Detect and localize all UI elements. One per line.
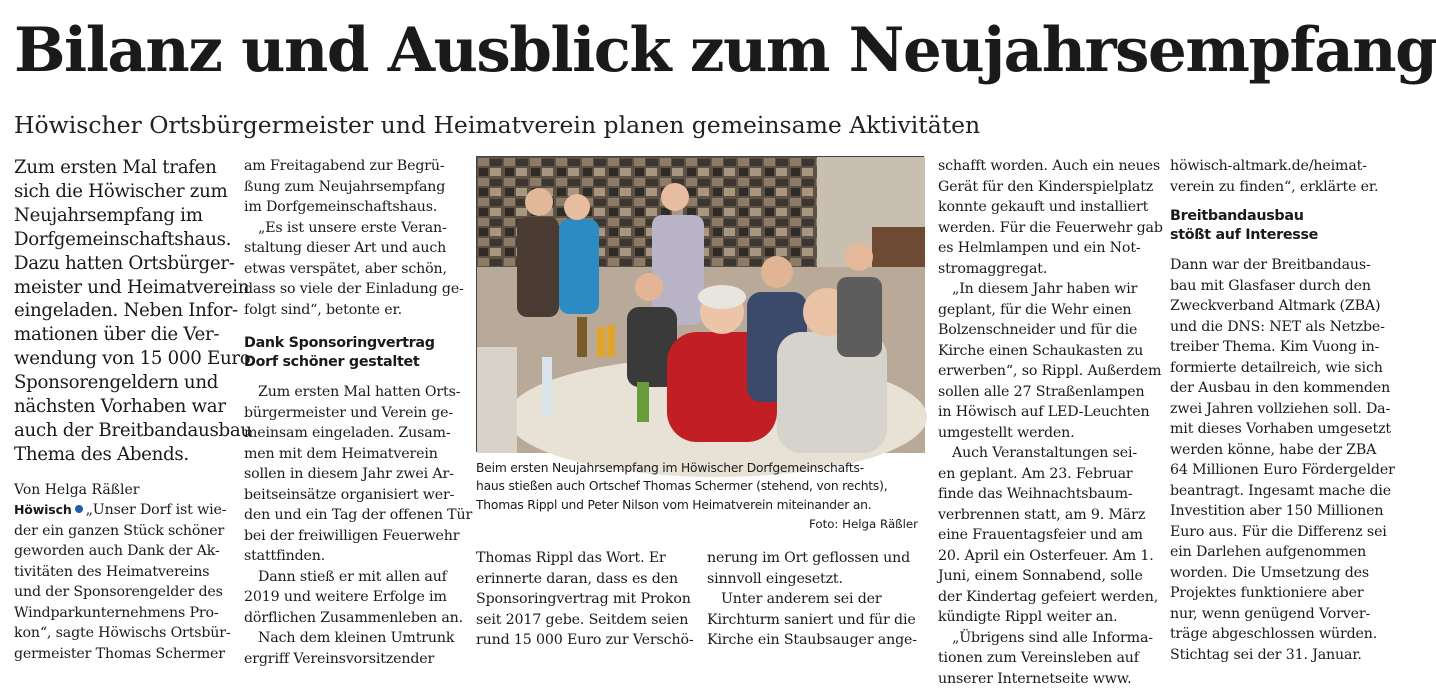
text-line: Euro aus. Für die Differenz sei [1170,522,1388,543]
heading-line: Dorf schöner gestaltet [244,353,462,372]
text-line: worden. Die Umsetzung des [1170,563,1388,584]
text-line: nerung im Ort geflossen und [707,548,925,569]
text-line: Thema des Abends. [14,443,232,467]
text-line: Zum ersten Mal trafen [14,156,232,180]
body-paragraph [707,589,925,651]
text-line: Sponsoringvertrag mit Prokon [476,589,692,610]
text-line: es Helmlampen und ein Not- [938,238,1156,259]
byline-author: Von Helga Räßler [14,480,232,501]
column-1 [14,156,232,664]
text-line: staltung dieser Art und auch [244,238,462,259]
text-line: meister und Heimatverein [14,276,232,300]
text-line: bei der freiwilligen Feuerwehr [244,526,462,547]
body-paragraph [14,500,232,664]
text-line: Juni, einem Sonnabend, solle [938,566,1156,587]
text-line: „Unser Dorf ist wie- [86,502,227,518]
caption-line: haus stießen auch Ortschef Thomas Schermer (stehend, von rechts), [476,477,928,495]
text-line: am Freitagabend zur Begrü- [244,156,462,177]
text-line: der ein ganzen Stück schöner [14,521,232,542]
text-line: stattfinden. [244,546,462,567]
text-line: Projektes funktioniere aber [1170,583,1388,604]
text-line: nächsten Vorhaben war [14,395,232,419]
caption-line: Beim ersten Neujahrsempfang im Höwischer Dorfgemeinschafts- [476,459,928,477]
text-line: Sponsorengeldern und [14,371,232,395]
text-line: nur, wenn genügend Vorver- [1170,604,1388,625]
text-line: wendung von 15 000 Euro [14,347,232,371]
text-line: seit 2017 gebe. Seitdem seien [476,610,692,631]
body-paragraph [244,567,462,629]
text-line: erinnerte daran, dass es den [476,569,692,590]
text-line: meinsam eingeladen. Zusam- [244,423,462,444]
text-line: „Es ist unsere erste Veran- [244,218,462,239]
body-paragraph [244,218,462,321]
body-paragraph [244,382,462,567]
text-line: Stichtag sei der 31. Januar. [1170,645,1388,666]
text-line: umgestellt werden. [938,423,1156,444]
section-heading [1170,207,1388,245]
text-line: Thomas Rippl das Wort. Er [476,548,692,569]
text-line: werden könne, habe der ZBA [1170,440,1388,461]
text-line: sinnvoll eingesetzt. [707,569,925,590]
text-line: sich die Höwischer zum [14,180,232,204]
text-line: Nach dem kleinen Umtrunk [244,628,462,649]
text-line: verein zu finden“, erklärte er. [1170,177,1388,198]
text-line: Zum ersten Mal hatten Orts- [244,382,462,403]
text-line: sollen alle 27 Straßenlampen [938,382,1156,403]
text-line: stromaggregat. [938,259,1156,280]
text-line: etwas verspätet, aber schön, [244,259,462,280]
text-line: 64 Millionen Euro Fördergelder [1170,460,1388,481]
text-line: im Dorfgemeinschaftshaus. [244,197,462,218]
text-line: germeister Thomas Schermer [14,644,232,665]
text-line: Neujahrsempfang im [14,204,232,228]
text-line: beantragt. Ingesamt mache die [1170,481,1388,502]
text-line: ßung zum Neujahrsempfang [244,177,462,198]
text-line: unserer Internetseite www. [938,669,1156,689]
heading-line: Breitbandausbau [1170,207,1388,226]
text-line: geplant, für die Wehr einen [938,300,1156,321]
text-line: höwisch-altmark.de/heimat- [1170,156,1388,177]
text-line: 2019 und weitere Erfolge im [244,587,462,608]
column-6 [1170,156,1388,665]
photo-caption [476,459,928,534]
text-line: Kirchturm saniert und für die [707,610,925,631]
column-5 [938,156,1156,689]
text-line: schafft worden. Auch ein neues [938,156,1156,177]
subheadline: Höwischer Ortsbürgermeister und Heimatverein planen gemeinsame Aktivitäten [14,108,1394,142]
caption-line: Thomas Rippl und Peter Nilson vom Heimatverein miteinander an. [476,496,928,514]
text-line: „In diesem Jahr haben wir [938,279,1156,300]
column-3 [476,548,692,651]
text-line: Zweckverband Altmark (ZBA) [1170,296,1388,317]
text-line: und die DNS: NET als Netzbe- [1170,317,1388,338]
text-line: mit dieses Vorhaben umgesetzt [1170,419,1388,440]
text-line: formierte detailreich, wie sich [1170,358,1388,379]
text-line: sollen in diesem Jahr zwei Ar- [244,464,462,485]
headline: Bilanz und Ausblick zum Neujahrsempfang [14,10,1394,92]
text-line: eingeladen. Neben Infor- [14,299,232,323]
text-line: bürgermeister und Verein ge- [244,403,462,424]
text-line: Dann war der Breitbandaus- [1170,255,1388,276]
heading-line: Dank Sponsoringvertrag [244,334,462,353]
text-line: der Kindertag gefeiert werden, [938,587,1156,608]
text-line: Windparkunternehmens Pro- [14,603,232,624]
text-line: zwei Jahren vollziehen soll. Da- [1170,399,1388,420]
body-paragraph [244,628,462,669]
text-line: konnte gekauft und installiert [938,197,1156,218]
text-line: men mit dem Heimatverein [244,444,462,465]
text-line: Kirche einen Schaukasten zu [938,341,1156,362]
text-line: der Ausbau in den kommenden [1170,378,1388,399]
text-line: in Höwisch auf LED-Leuchten [938,402,1156,423]
lead-paragraph [14,156,232,467]
text-line: finde das Weihnachtsbaum- [938,484,1156,505]
text-line: „Übrigens sind alle Informa- [938,628,1156,649]
text-line: den und ein Tag der offenen Tür [244,505,462,526]
text-line: und der Sponsorengelder des [14,582,232,603]
body-paragraph [938,443,1156,628]
body-paragraph [938,156,1156,279]
section-heading [244,334,462,372]
text-line: Dazu hatten Ortsbürger- [14,252,232,276]
text-line: rund 15 000 Euro zur Verschö- [476,630,692,651]
dateline [14,500,232,521]
bullet-dot-icon [75,505,83,513]
column-4 [707,548,925,651]
dateline-place: Höwisch [14,502,72,517]
text-line: Auch Veranstaltungen sei- [938,443,1156,464]
heading-line: stößt auf Interesse [1170,226,1388,245]
body-paragraph [1170,156,1388,197]
text-line: Unter anderem sei der [707,589,925,610]
text-line: ein Darlehen aufgenommen [1170,542,1388,563]
column-2 [244,156,462,669]
text-line: kon“, sagte Höwischs Ortsbür- [14,623,232,644]
text-line: träge abgeschlossen würden. [1170,624,1388,645]
text-line: Bolzenschneider und für die [938,320,1156,341]
text-line: 20. April ein Osterfeuer. Am 1. [938,546,1156,567]
text-line: tivitäten des Heimatvereins [14,562,232,583]
body-paragraph [707,548,925,589]
text-line: folgt sind“, betonte er. [244,300,462,321]
body-paragraph [244,156,462,218]
text-line: dass so viele der Einladung ge- [244,279,462,300]
text-line: mationen über die Ver- [14,323,232,347]
text-line: geworden auch Dank der Ak- [14,541,232,562]
photo-illustration [477,157,925,453]
body-paragraph [476,548,692,651]
body-paragraph [938,628,1156,689]
text-line: Kirche ein Staubsauger ange- [707,630,925,651]
text-line: verbrennen statt, am 9. März [938,505,1156,526]
text-line: kündigte Rippl weiter an. [938,607,1156,628]
text-line: werden. Für die Feuerwehr gab [938,218,1156,239]
text-line: Dann stieß er mit allen auf [244,567,462,588]
text-line: ergriff Vereinsvorsitzender [244,649,462,670]
text-line: en geplant. Am 23. Februar [938,464,1156,485]
text-line: Gerät für den Kinderspielplatz [938,177,1156,198]
body-paragraph [1170,255,1388,665]
text-line: dörflichen Zusammenleben an. [244,608,462,629]
text-line: Investition aber 150 Millionen [1170,501,1388,522]
text-line: tionen zum Vereinsleben auf [938,648,1156,669]
text-line: treiber Thema. Kim Vuong in- [1170,337,1388,358]
body-paragraph [938,279,1156,443]
text-line: Dorfgemeinschaftshaus. [14,228,232,252]
text-line: erwerben“, so Rippl. Außerdem [938,361,1156,382]
text-line: bau mit Glasfaser durch den [1170,276,1388,297]
text-line: auch der Breitbandausbau [14,419,232,443]
text-line: eine Frauentagsfeier und am [938,525,1156,546]
photo-credit: Foto: Helga Räßler [476,514,928,534]
text-line: beitseinsätze organisiert wer- [244,485,462,506]
article-photo [476,156,924,452]
